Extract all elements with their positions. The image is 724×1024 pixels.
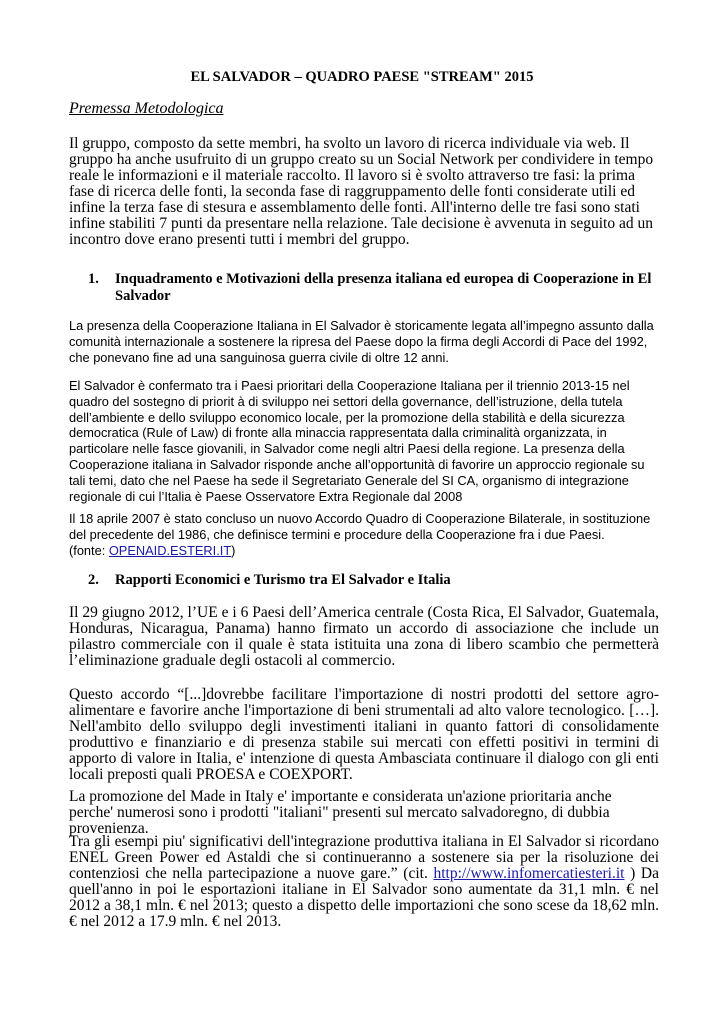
section-2-heading xyxy=(88,572,658,589)
section-1-paragraph-3 xyxy=(69,511,659,558)
section-1-heading xyxy=(88,271,658,305)
section-1-paragraph-1: La presenza della Cooperazione Italiana in El Salvador è storicamente legata all’impegno assunto dalla comunità internazionale a sostenere la ripresa del Paese dopo la firma degli Accordi di Pace del 1992, che ponevano fine ad una sanguinosa guerra civile di oltre 12 anni. xyxy=(69,318,654,365)
source-prefix: (fonte: xyxy=(69,542,109,558)
section-2-title: Rapporti Economici e Turismo tra El Salvador e Italia xyxy=(115,572,451,588)
section-2-paragraph-1: Il 29 giugno 2012, l’UE e i 6 Paesi dell’America centrale (Costa Rica, El Salvador, Guatemala, Honduras, Nicaragua, Panama) hanno firmato un accordo di associazione che include un pilastro commerciale con il quale è stata istituita una zona di libero scambio che permetterà l’eliminazione graduale degli ostacoli al commercio. xyxy=(69,604,659,669)
source-link[interactable]: OPENAID.ESTERI.IT xyxy=(108,542,232,558)
section-2-number: 2. xyxy=(88,572,99,588)
section-2-paragraph-4-end: ) Da quell'anno in poi le esportazioni italiane in El Salvador sono aumentate da 31,1 mln. € nel 2012 a 38,1 mln. € nel 2013; questo a dispetto delle importazioni che sono scese da 18,62 mln. € nel 2012 a 17.9 mln. € nel 2013. xyxy=(69,865,659,930)
section-2-paragraph-2: Questo accordo “[...]dovrebbe facilitare l'importazione di nostri prodotti del settore agro-alimentare e favorire anche l'importazione di beni strumentali ad alto valore tecnologico. […]. Nell'ambito dello sviluppo degli investimenti italiani in quanto fattori di consolidamente produttivo e finanziario e di presenza stabile sui mercati con effetti positivi in termini di apporto di valore in Italia, e' intenzione di questa Ambasciata continuare il dialogo con gli enti locali preposti quali PROESA e COEXPORT. xyxy=(69,686,659,783)
section-1-number: 1. xyxy=(88,271,99,287)
source-suffix: ) xyxy=(231,542,236,558)
section-1-paragraph-2: El Salvador è confermato tra i Paesi prioritari della Cooperazione Italiana per il triennio 2013-15 nel quadro del sostegno di priorit à di sviluppo nei settori della governance, dell’istruzione, della tutela dell’ambiente e dello sviluppo economico locale, per la promozione della stabilità e della sicurezza democratica (Rule of Law) di fronte alla minaccia rappresentata dalla criminalità organizzata, in particolare nelle fasce giovanili, in Salvador come negli altri Paesi della regione. La presenza della Cooperazione italiana in Salvador risponde anche all’opportunità di favorire un approccio regionale su tali temi, dato che nel Paese ha sede il Segretariato Generale del SI CA, organismo di integrazione regionale di cui l’Italia è Paese Osservatore Extra Regionale dal 2008 xyxy=(69,378,645,504)
intro-paragraph: Il gruppo, composto da sette membri, ha svolto un lavoro di ricerca individuale via web. Il gruppo ha anche usufruito di un gruppo creato su un Social Network per condividere in tempo reale le informazioni e il materiale raccolto. Il lavoro si è svolto attraverso tre fasi: la prima fase di ricerca delle fonti, la seconda fase di raggruppamento delle fonti considerate utili ed infine la terza fase di stesura e assemblamento delle fonti. All'interno delle tre fasi sono stati infine stabiliti 7 punti da presentare nella relazione. Tale decisione è avvenuta in seguito ad un incontro dove erano presenti tutti i membri del gruppo. xyxy=(69,135,654,248)
section-2-paragraph-3: La promozione del Made in Italy e' importante e considerata un'azione prioritaria anche perche' numerosi sono i prodotti "italiani" presenti sul mercato salvadoregno, di dubbia provenienza. xyxy=(69,788,612,837)
section-subheading: Premessa Metodologica xyxy=(69,100,224,117)
section-2-paragraph-4 xyxy=(69,834,659,930)
section-2-paragraph-4-start: Tra gli esempi piu' significativi dell'integrazione produttiva italiana in El Salvador si ricordano ENEL Green Power ed Astaldi che si continueranno a sostenere sia per la risoluzione dei contenziosi che nella partecipazione a nuove gare.” (cit. xyxy=(69,833,659,882)
infomercati-link[interactable]: http://www.infomercatiesteri.it xyxy=(433,865,625,882)
section-1-paragraph-3-text: Il 18 aprile 2007 è stato concluso un nuovo Accordo Quadro di Cooperazione Bilaterale, in sostituzione del precedente del 1986, che definisce termini e procedure della Cooperazione fra i due Paesi. xyxy=(69,511,651,542)
section-1-title: Inquadramento e Motivazioni della presenza italiana ed europea di Cooperazione in El Salvador xyxy=(115,271,652,304)
document-title: EL SALVADOR – QUADRO PAESE "STREAM" 2015 xyxy=(190,69,534,85)
